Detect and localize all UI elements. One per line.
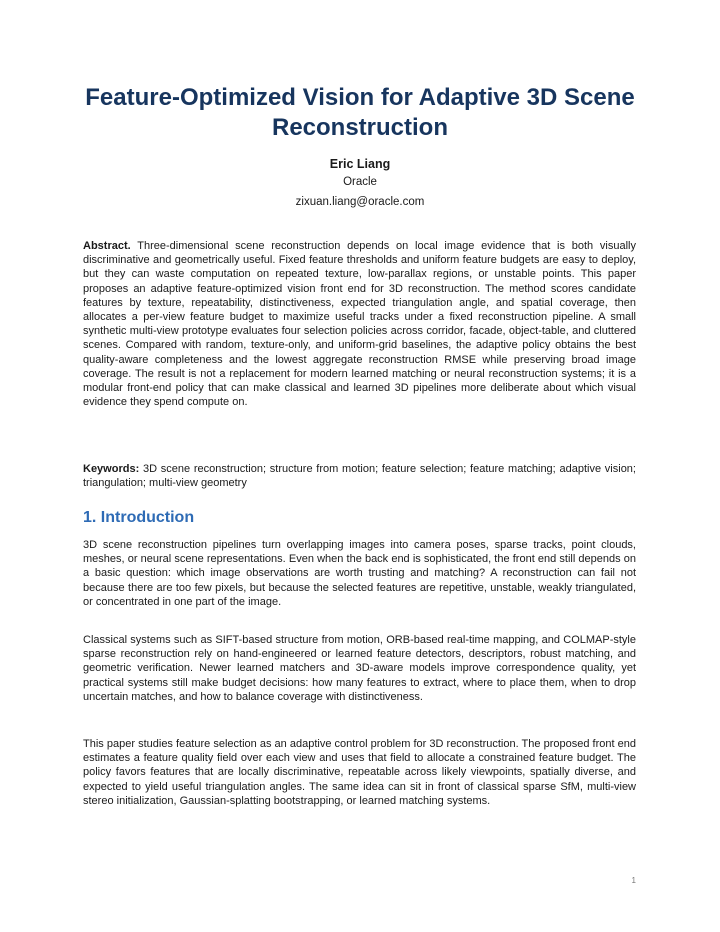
abstract-text: Three-dimensional scene reconstruction depends on local image evidence that is both visually discriminative and geometrically useful. Fixed feature thresholds and uniform feature budgets are easy to deploy, but they can waste computation on repeated texture, low-parallax regions, or unstable points. This paper proposes an adaptive feature-optimized vision front end for 3D reconstruction. The method scores candidate features by texture, repeatability, distinctiveness, expected triangulation angle, and spatial coverage, then allocates a per-view feature budget to maximize useful tracks under a fixed reconstruction pipeline. A small synthetic multi-view prototype evaluates four selection policies across corridor, facade, object-table, and cluttered scenes. Compared with random, texture-only, and uniform-grid baselines, the adaptive policy obtains the best quality-aware completeness and the lowest aggregate reconstruction RMSE while preserving broad image coverage. The result is not a replacement for modern learned matching or neural reconstruction systems; it is a modular front-end policy that can make classical and learned 3D pipelines more deliberate about which visual evidence they spend compute on. [83,240,636,409]
author-email: zixuan.liang@oracle.com [295,196,425,208]
intro-paragraph-3: This paper studies feature selection as an adaptive control problem for 3D reconstruction. The proposed front end estimates a feature quality field over each view and uses that field to allocate a constrained feature budget. The policy favors features that are locally discriminative, repeatable across likely viewpoints, spatially diverse, and expected to yield useful triangulation angles. The same idea can sit in front of classical sparse SfM, multi-view stereo initialization, Gaussian-splatting bootstrapping, or learned matching systems. [83,738,636,807]
section-heading-introduction: 1. Introduction [83,509,195,526]
abstract [83,239,636,409]
author-affiliation: Oracle [343,176,377,188]
abstract-label: Abstract. [83,240,131,252]
keywords [83,462,636,490]
paper-title: Feature-Optimized Vision for Adaptive 3D Scene Reconstruction [85,84,635,141]
intro-paragraph-1: 3D scene reconstruction pipelines turn overlapping images into camera poses, sparse tracks, point clouds, meshes, or neural scene representations. Even when the back end is sophisticated, the front end still depends on a basic question: which image observations are worth trusting and matching? A reconstruction can fail not because there are too few pixels, but because the selected features are repetitive, unstable, weakly triangulated, or concentrated in one part of the image. [83,539,636,608]
keywords-text: 3D scene reconstruction; structure from motion; feature selection; feature matching; adaptive vision; triangulation; multi-view geometry [83,463,636,490]
keywords-label: Keywords: [83,463,140,475]
page-number: 1 [631,876,636,885]
author-name: Eric Liang [329,157,391,171]
intro-paragraph-2: Classical systems such as SIFT-based structure from motion, ORB-based real-time mapping, and COLMAP-style sparse reconstruction rely on hand-engineered or learned feature detectors, descriptors, robust matching, and geometric verification. Newer learned matchers and 3D-aware models improve correspondence quality, yet practical systems still make budget decisions: how many features to extract, where to place them, when to drop uncertain matches, and how to balance coverage with distinctiveness. [83,634,636,703]
